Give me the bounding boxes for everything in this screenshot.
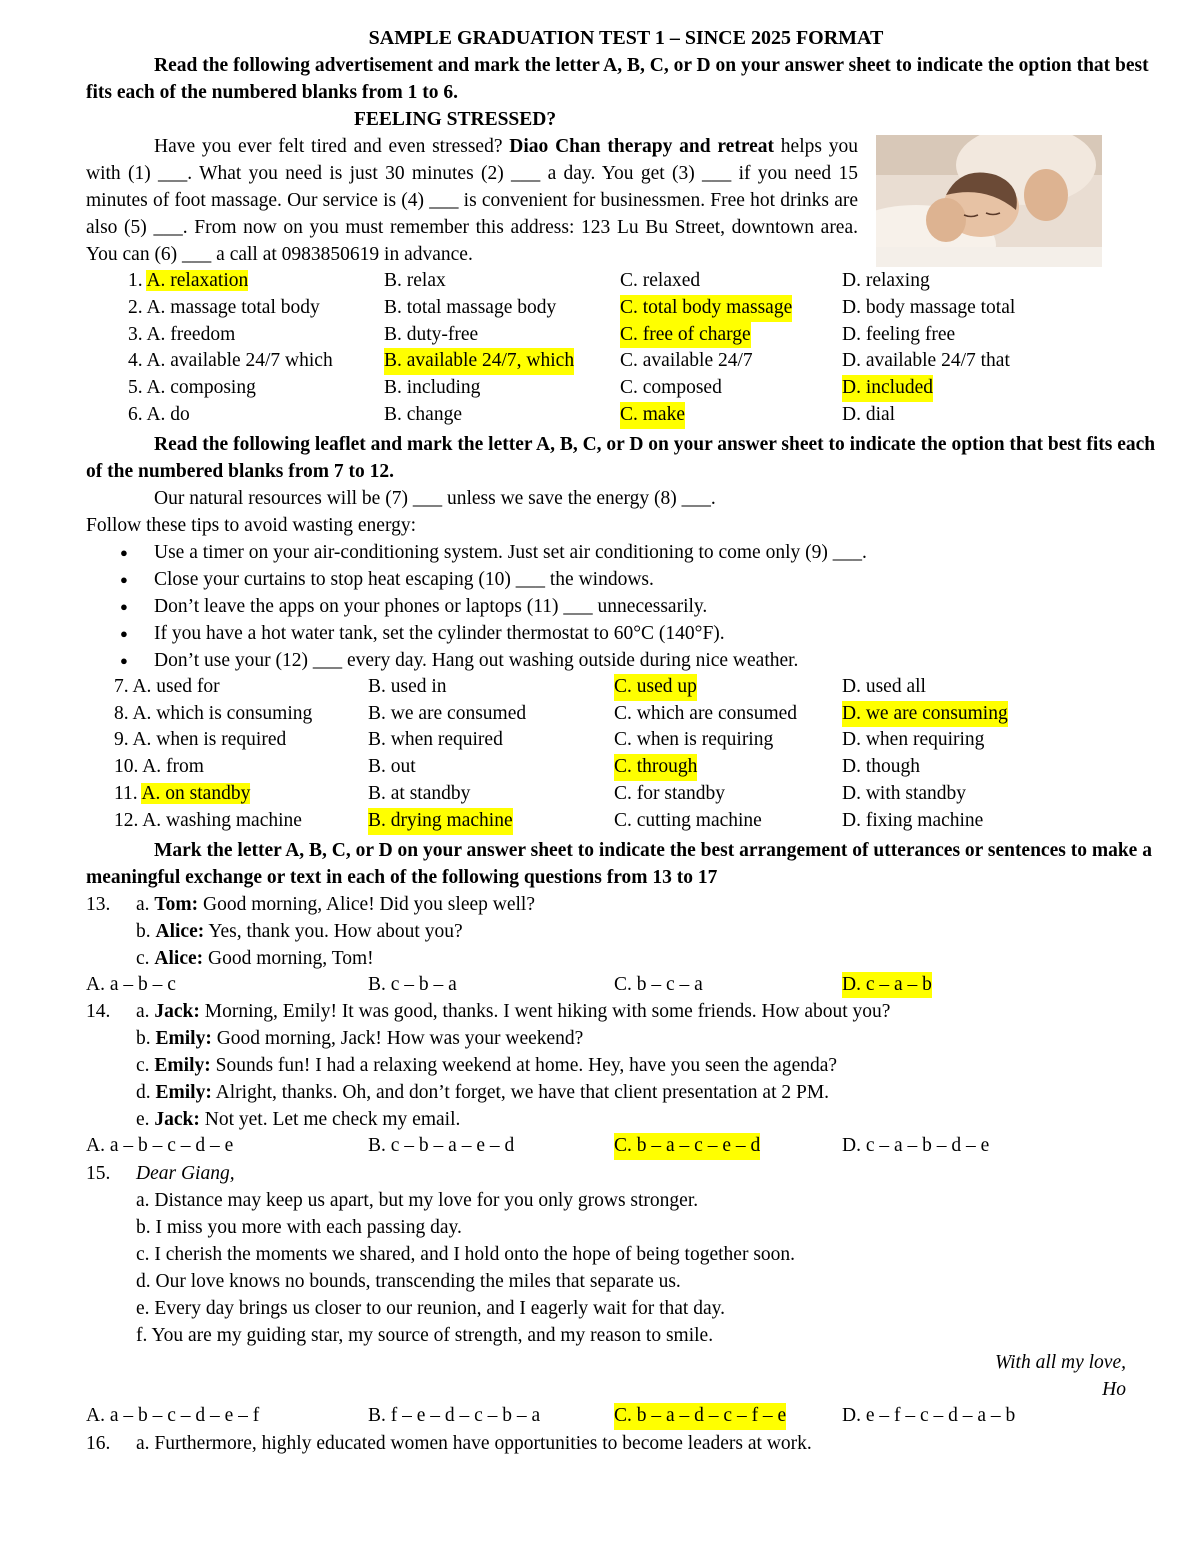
option-a[interactable]: A. relaxation bbox=[146, 270, 249, 291]
option-d[interactable]: D. feeling free bbox=[842, 323, 956, 345]
q15-options bbox=[86, 1403, 1166, 1430]
option-c[interactable]: C. make bbox=[620, 402, 685, 429]
option-c[interactable]: C. for standby bbox=[614, 782, 726, 804]
option-b[interactable]: B. we are consumed bbox=[368, 702, 527, 724]
option-b[interactable]: B. duty-free bbox=[384, 323, 479, 345]
option-c[interactable]: C. composed bbox=[620, 377, 722, 399]
q15-closing: With all my love, bbox=[994, 1352, 1126, 1374]
option-c[interactable]: C. which are consumed bbox=[614, 702, 798, 724]
option-d[interactable]: D. we are consuming bbox=[842, 701, 1008, 728]
option-d[interactable]: D. used all bbox=[842, 675, 926, 697]
ad-heading: FEELING STRESSED? bbox=[354, 109, 557, 130]
option-d[interactable]: D. included bbox=[842, 375, 933, 402]
section1-instruction: Read the following advertisement and mark the letter A, B, C, or D on your answer sheet to indicate the option that best fits each of the numbered blanks from 1 to 6. bbox=[86, 55, 1149, 103]
question-row: 11. A. on standby B. at standby C. for standby D. with standby bbox=[86, 781, 1166, 808]
q16-line-a: 16. a. Furthermore, highly educated women have opportunities to become leaders at work. bbox=[86, 1432, 812, 1454]
section3-instruction: Mark the letter A, B, C, or D on your answer sheet to indicate the best arrangement of utterances or sentences to make a meaningful exchange or text in each of the following questions from 13 to 17 bbox=[86, 839, 1152, 888]
option-d[interactable]: D. with standby bbox=[842, 782, 967, 804]
q14-options bbox=[86, 1133, 1166, 1160]
q15-greeting: 15. Dear Giang, bbox=[86, 1163, 235, 1185]
section2-options bbox=[86, 674, 1166, 835]
leaflet-intro: Our natural resources will be (7) ___ unless we save the energy (8) ___. bbox=[154, 487, 716, 509]
option-c[interactable]: C. when is requiring bbox=[614, 729, 774, 751]
tips-list bbox=[86, 539, 1166, 674]
q14-line-d: d. Emily: Alright, thanks. Oh, and don’t forget, we have that client presentation at 2 PM. bbox=[136, 1082, 830, 1104]
advertisement bbox=[86, 133, 1166, 268]
question-row: 12. A. washing machine B. drying machine C. cutting machine D. fixing machine bbox=[86, 808, 1166, 835]
option-c[interactable]: C. cutting machine bbox=[614, 809, 762, 831]
q15-line: a. Distance may keep us apart, but my love for you only grows stronger. bbox=[136, 1190, 699, 1212]
option-b[interactable]: B. when required bbox=[368, 729, 503, 751]
option-d[interactable]: D. relaxing bbox=[842, 270, 930, 291]
section2-instruction: Read the following leaflet and mark the letter A, B, C, or D on your answer sheet to indicate the option that best fits each of the numbered blanks from 7 to 12. bbox=[86, 433, 1156, 482]
question-row: 3. A. freedom B. duty-free C. free of charge D. feeling free bbox=[86, 322, 1166, 349]
option-b[interactable]: B. at standby bbox=[368, 782, 471, 804]
option-a[interactable]: A. on standby bbox=[141, 782, 251, 804]
option-b[interactable]: B. change bbox=[384, 403, 462, 425]
option-d[interactable]: D. body massage total bbox=[842, 296, 1016, 318]
option-b[interactable]: B. drying machine bbox=[368, 808, 513, 835]
option-d[interactable]: D. c – a – b bbox=[842, 972, 932, 999]
question-row: 6. A. do B. change C. make D. dial bbox=[86, 402, 1166, 429]
question-row: 2. A. massage total body B. total massage body C. total body massage D. body massage total bbox=[86, 295, 1166, 322]
option-a[interactable]: A. freedom bbox=[146, 323, 236, 345]
q13-line-b: b. Alice: Yes, thank you. How about you? bbox=[136, 920, 463, 942]
option-b[interactable]: B. c – b – a bbox=[368, 973, 457, 995]
option-b[interactable]: B. available 24/7, which bbox=[384, 348, 574, 375]
option-a[interactable]: A. a – b – c – d – e – f bbox=[86, 1405, 260, 1427]
q14-line-a: 14. a. Jack: Morning, Emily! It was good, thanks. I went hiking with some friends. How about you? bbox=[86, 1001, 891, 1023]
option-d[interactable]: D. though bbox=[842, 756, 920, 778]
option-d[interactable]: D. dial bbox=[842, 403, 896, 425]
ad-text bbox=[86, 133, 858, 268]
option-b[interactable]: B. used in bbox=[368, 675, 447, 697]
massage-photo bbox=[876, 135, 1102, 267]
page-title: SAMPLE GRADUATION TEST 1 – SINCE 2025 FORMAT bbox=[368, 27, 884, 49]
q15-line: d. Our love knows no bounds, transcending the miles that separate us. bbox=[136, 1271, 681, 1293]
q14-line-c: c. Emily: Sounds fun! I had a relaxing weekend at home. Hey, have you seen the agenda? bbox=[136, 1055, 838, 1077]
option-b[interactable]: B. total massage body bbox=[384, 296, 557, 318]
question-row: 7. A. used for B. used in C. used up D. used all bbox=[86, 674, 1166, 701]
q13-line-a: 13. a. Tom: Good morning, Alice! Did you sleep well? bbox=[86, 893, 535, 915]
option-a[interactable]: A. composing bbox=[146, 377, 256, 399]
option-b[interactable]: B. c – b – a – e – d bbox=[368, 1135, 515, 1157]
option-b[interactable]: B. f – e – d – c – b – a bbox=[368, 1405, 541, 1427]
option-a[interactable]: A. when is required bbox=[132, 729, 287, 751]
q15-line: f. You are my guiding star, my source of strength, and my reason to smile. bbox=[136, 1325, 714, 1347]
q14-line-b: b. Emily: Good morning, Jack! How was your weekend? bbox=[136, 1028, 584, 1050]
ad-p1: Have you ever felt tired and even stressed? bbox=[154, 136, 503, 157]
tip-item: ● Don’t use your (12) ___ every day. Hang out washing outside during nice weather. bbox=[86, 647, 1166, 674]
document-page bbox=[86, 24, 1166, 1457]
option-c[interactable]: C. b – a – c – e – d bbox=[614, 1133, 760, 1160]
q15-signature: Ho bbox=[1102, 1379, 1126, 1401]
question-row: 5. A. composing B. including C. composed D. included bbox=[86, 375, 1166, 402]
q15-line: b. I miss you more with each passing day. bbox=[136, 1217, 462, 1239]
option-c[interactable]: C. b – c – a bbox=[614, 973, 703, 995]
q13-line-c: c. Alice: Good morning, Tom! bbox=[136, 947, 374, 969]
option-c[interactable]: C. free of charge bbox=[620, 322, 751, 349]
q15-line: c. I cherish the moments we shared, and I hold onto the hope of being together soon. bbox=[136, 1244, 796, 1266]
option-c[interactable]: C. used up bbox=[614, 674, 697, 701]
option-d[interactable]: D. fixing machine bbox=[842, 809, 984, 831]
question-row: 9. A. when is required B. when required C. when is requiring D. when requiring bbox=[86, 727, 1166, 754]
option-a[interactable]: A. which is consuming bbox=[132, 702, 313, 724]
q14-line-e: e. Jack: Not yet. Let me check my email. bbox=[136, 1109, 461, 1131]
option-c[interactable]: C. b – a – d – c – f – e bbox=[614, 1403, 786, 1430]
ad-brand: Diao Chan therapy and retreat bbox=[509, 136, 775, 157]
question-row: 1. A. relaxation B. relax C. relaxed D. relaxing bbox=[86, 268, 1166, 295]
option-c[interactable]: C. through bbox=[614, 754, 697, 781]
option-a[interactable]: A. a – b – c bbox=[86, 973, 176, 995]
tip-item: ● Don’t leave the apps on your phones or laptops (11) ___ unnecessarily. bbox=[86, 593, 1166, 620]
question-row: 8. A. which is consuming B. we are consumed C. which are consumed D. we are consuming bbox=[86, 701, 1166, 728]
q15-line: e. Every day brings us closer to our reunion, and I eagerly wait for that day. bbox=[136, 1298, 725, 1320]
tip-item: ● Close your curtains to stop heat escaping (10) ___ the windows. bbox=[86, 566, 1166, 593]
option-b[interactable]: B. including bbox=[384, 377, 481, 399]
option-a[interactable]: A. massage total body bbox=[146, 296, 320, 318]
question-row: 4. A. available 24/7 which B. available 24/7, which C. available 24/7 D. available 24/7 that bbox=[86, 348, 1166, 375]
question-row: 10. A. from B. out C. through D. though bbox=[86, 754, 1166, 781]
option-a[interactable]: A. do bbox=[146, 403, 190, 425]
option-a[interactable]: A. a – b – c – d – e bbox=[86, 1135, 234, 1157]
tip-item: ● Use a timer on your air-conditioning system. Just set air conditioning to come only (9) ___. bbox=[86, 539, 1166, 566]
option-a[interactable]: A. from bbox=[142, 756, 204, 778]
option-c[interactable]: C. available 24/7 bbox=[620, 350, 753, 372]
option-c[interactable]: C. relaxed bbox=[620, 270, 701, 291]
option-a[interactable]: A. available 24/7 which bbox=[146, 350, 333, 372]
option-d[interactable]: D. e – f – c – d – a – b bbox=[842, 1405, 1016, 1427]
option-b[interactable]: B. out bbox=[368, 756, 416, 778]
option-d[interactable]: D. when requiring bbox=[842, 729, 985, 751]
option-a[interactable]: A. used for bbox=[132, 675, 220, 697]
q13-options bbox=[86, 972, 1166, 999]
tip-item: ● If you have a hot water tank, set the cylinder thermostat to 60°C (140°F). bbox=[86, 620, 1166, 647]
section1-options bbox=[86, 268, 1166, 429]
option-d[interactable]: D. available 24/7 that bbox=[842, 350, 1010, 372]
option-d[interactable]: D. c – a – b – d – e bbox=[842, 1135, 990, 1157]
option-a[interactable]: A. washing machine bbox=[142, 809, 302, 831]
option-b[interactable]: B. relax bbox=[384, 270, 446, 291]
massage-photo-illustration bbox=[876, 135, 1102, 267]
ad-p2: helps you with (1) ___. What you need is just 30 minutes (2) ___ a day. You get (3) ___ if you need 15 minutes of foot massage. Our service is (4) ___ is convenient for businessmen. Free hot drinks are also (5) ___. From now on you must remember this address: 123 Lu Bu Street, downtown area. You can (6) ___ a call at 0983850619 in advance. bbox=[86, 136, 858, 265]
leaflet-follow: Follow these tips to avoid wasting energy: bbox=[86, 514, 417, 536]
option-c[interactable]: C. total body massage bbox=[620, 295, 792, 322]
